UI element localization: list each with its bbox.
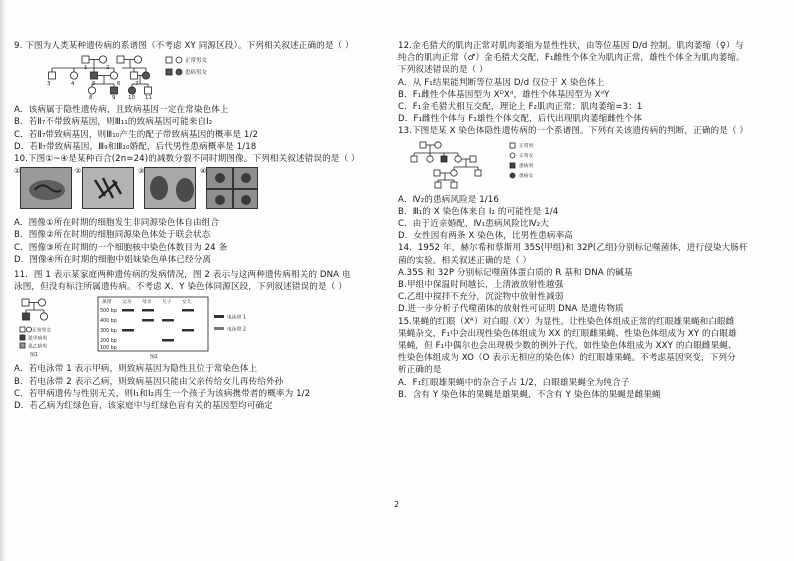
q11-option-d: D．若乙病为红绿色盲，该家庭中与红绿色盲有关的基因型均可确定	[14, 401, 273, 412]
fig2-caption: 图2	[150, 355, 158, 360]
q13-option-d: D．女性因有两条 X 染色体，比男性患病率高	[398, 231, 573, 242]
pedigree-label: 6	[117, 81, 121, 88]
q12-stem-3: 下列叙述错误的是（ ）	[398, 65, 488, 76]
q13-pedigree	[398, 140, 784, 190]
micrograph-label-1: ①	[14, 167, 21, 176]
micrograph-3	[144, 167, 196, 209]
q10-stem: 10.下图①~④是某种百合(2n=24)的减数分裂不同时期图像。下列相关叙述错误的是（ ）	[14, 154, 360, 165]
gel-band-label: 400 bp	[100, 319, 117, 325]
q10-option-b: B．图像②所在时期的细胞同源染色体处于联会状态	[14, 230, 211, 241]
q12-option-a: A．从 F₁结果能判断等位基因 D/d 仅位于 X 染色体上	[398, 77, 605, 88]
micrograph-1	[20, 167, 72, 209]
legend-affected-male	[166, 69, 172, 75]
gel-legend-1: 电泳带 1	[227, 315, 246, 321]
fig1-legend-3: 患乙病男	[28, 344, 48, 350]
pedigree-label: 11	[145, 95, 152, 101]
q11-figure-svg	[14, 295, 374, 359]
q11-figures	[14, 295, 374, 359]
q14-option-a: A.35S 和 32P 分别标记噬菌体蛋白质的 R 基和 DNA 的碱基	[398, 267, 633, 278]
pedigree-female-4	[134, 56, 141, 63]
q9-pedigree	[14, 54, 374, 100]
pedigree-label: 3	[47, 81, 51, 88]
page-number: 2	[394, 500, 400, 509]
q13-pedigree-chart	[398, 140, 784, 190]
q15-stem-2: 果蝇杂交，F₁中会出现性染色体组成为 XX 的红眼雌果蝇、性染色体组成为 XY 的白眼雄	[398, 328, 737, 339]
q11-option-b: B．若电泳带 2 表示乙病，则致病基因只能由父亲传给女儿再传给外孙	[14, 376, 284, 387]
q15-stem-4: 性染色体组成为 XO（O 表示无相应的染色体）的红眼雄果蝇。不考虑基因突变，下列分	[398, 353, 736, 364]
q12-stem-1: 12.金毛猎犬的肌肉正常对肌肉萎缩为显性性状，由等位基因 D/d 控制。肌肉萎缩（♀）与	[398, 41, 744, 51]
q13-option-a: A．Ⅳ₂的患病风险是 1/16	[398, 194, 499, 205]
pedigree-male-3	[117, 56, 124, 63]
pedigree-label: 2	[106, 65, 110, 72]
q12-option-d: D．F₁雌性个体与 F₁雄性个体交配，后代出现肌肉萎缩雌性个体	[398, 114, 643, 125]
scan-edge-shadow	[0, 0, 6, 561]
legend-normal-male	[166, 57, 172, 63]
q14-stem-1: 14．1952 年，赫尔希和蔡斯用 35S(甲组)和 32P(乙组)分别标记噬菌体，进行侵染大肠杆	[398, 243, 748, 254]
q9-option-d: D．若Ⅱ₇带致病基因，Ⅲ₉和Ⅲ₁₀婚配，后代男性患病概率是 1/18	[14, 141, 257, 152]
q13-stem: 13.下图是某 X 染色体隐性遗传病的一个系谱图。下列有关该遗传病的判断，正确的是（ ）	[398, 126, 749, 137]
q9-option-c: C．若Ⅱ₇带致病基因，则Ⅲ₁₀产生的配子带致病基因的概率是 1/2	[14, 129, 259, 140]
gel-header-father: 父亲	[122, 300, 132, 306]
q15-stem-5: 析正确的是	[398, 365, 442, 376]
q13-legend-1: 正常男	[519, 143, 534, 149]
micrograph-label-4: ④	[200, 167, 207, 176]
micrograph-label-3: ③	[138, 167, 145, 176]
pedigree-label: 5	[92, 81, 96, 88]
q13-legend-2: 正常女	[519, 153, 534, 159]
q13-option-b: B．Ⅲ₁的 X 染色体来自 I₂ 的可能性是 1/4	[398, 206, 559, 217]
gel-band-label: 300 bp	[100, 329, 117, 335]
micrograph-4	[206, 167, 258, 209]
q15-stem-1: 15.果蝇的红眼（Xᴿ）对白眼（Xʳ）为显性。让性染色体组成正常的红眼雄果蝇和白眼雌	[398, 316, 735, 327]
q14-option-c: C.乙组中搅拌不充分，沉淀物中放射性减弱	[398, 292, 564, 303]
q9-stem: 9. 下图为人类某种遗传病的系谱图（不考虑 XY 同源区段）。下列相关叙述正确的是（ ）	[14, 41, 354, 51]
pedigree-label: 8	[89, 95, 93, 101]
legend-normal-female	[176, 57, 182, 63]
q15-option-b: B．含有 Y 染色体的果蝇是雄果蝇，不含有 Y 染色体的果蝇是雌果蝇	[398, 389, 661, 400]
legend-normal-label: 正常男女	[185, 58, 208, 65]
q11-stem-1: 11．图 1 表示某家庭两种遗传病的发病情况，图 2 表示与这两种遗传病相关的 DNA 电	[14, 270, 351, 281]
legend-affected-female	[176, 69, 182, 75]
gel-band-label: 200 bp	[100, 339, 117, 345]
pedigree-label: 7	[135, 81, 139, 88]
gel-header-son: 儿子	[162, 300, 172, 306]
q10-option-c: C．图像③所在时期的一个细胞核中染色体数目为 24 条	[14, 242, 228, 253]
pedigree-label: 1	[84, 65, 88, 72]
legend-affected-label: 患病男女	[185, 70, 208, 77]
pedigree-label: 10	[128, 95, 135, 101]
q12-option-c: C．F₁金毛猎犬相互交配，理论上 F₂肌肉正常：肌肉萎缩=3：1	[398, 102, 643, 113]
q10-option-d: D．图像④所在时期的细胞中姐妹染色单体已经分离	[14, 254, 212, 265]
q14-option-b: B.甲组中保温时间越长，上清液放射性越强	[398, 280, 564, 291]
q13-legend-4: 患病女	[519, 173, 534, 179]
q9-option-a: A．该病属于隐性遗传病，且致病基因一定在常染色体上	[14, 105, 229, 116]
pedigree-label: 4	[71, 81, 75, 88]
gel-band-label: 500 bp	[100, 309, 117, 315]
pedigree-female-2	[99, 56, 106, 63]
gel-band-label: 100 bp	[100, 346, 117, 352]
left-column	[14, 40, 374, 412]
gel-header-band: 条带	[102, 300, 112, 306]
q14-stem-2: 菌的实验。相关叙述正确的是（ ）	[398, 255, 532, 266]
gel-legend-2: 电泳带 2	[227, 327, 246, 333]
q15-stem-3: 果蝇，但 F₁中偶尔也会出现极少数的例外子代，如性染色体组成为 XXY 的白眼雌果蝇、	[398, 341, 737, 352]
pedigree-male-1	[82, 56, 89, 63]
fig1-legend-1: 正常男女	[32, 328, 52, 334]
gel-header-daughter: 女儿	[182, 300, 192, 306]
gel-header-mother: 母亲	[142, 300, 152, 306]
right-column	[398, 40, 784, 401]
q9-pedigree-chart	[14, 54, 374, 100]
q14-option-d: D.进一步分析子代噬菌体的放射性可证明 DNA 是遗传物质	[398, 304, 624, 315]
q13-option-c: C．由于近亲婚配，Ⅳ₁患病风险比Ⅳ₂大	[398, 219, 549, 230]
q11-option-c: C．若甲病遗传与性别无关，则I₁和I₂再生一个孩子为该病携带者的概率为 1/2	[14, 388, 311, 399]
fig1-caption: 图1	[30, 353, 38, 359]
q12-stem-2: 纯合的肌肉正常（♂）金毛猎犬交配，F₁雌性个体全为肌肉正常，雄性个体全为肌肉萎缩。	[398, 53, 745, 64]
q11-stem-2: 泳图，但没有标注所属遗传病。不考虑 X、Y 染色体同源区段，下列叙述错误的是（ ）	[14, 282, 347, 293]
q15-option-a: A．F₁红眼雄果蝇中的杂合子占 1/2，白眼雄果蝇全为纯合子	[398, 377, 630, 388]
q9-option-b: B．若Ⅱ₇不带致病基因，则Ⅲ₁₁的致病基因可能来自I₂	[14, 117, 213, 128]
q11-option-a: A．若电泳带 1 表示甲病，则致病基因为隐性且位于常染色体上	[14, 364, 258, 375]
q12-option-b: B．F₁雌性个体基因型为 XᴰXᵈ，雄性个体基因型为 XᵈY	[398, 89, 610, 100]
fig1-legend-2: 患甲病男	[28, 336, 48, 342]
pedigree-label: 9	[112, 95, 116, 101]
micrograph-label-2: ②	[75, 167, 82, 176]
q13-legend-3: 患病男	[519, 163, 534, 169]
q10-micrographs	[14, 167, 374, 213]
q10-option-a: A．图像①所在时期的细胞发生非同源染色体自由组合	[14, 218, 220, 229]
micrograph-2	[82, 167, 134, 209]
